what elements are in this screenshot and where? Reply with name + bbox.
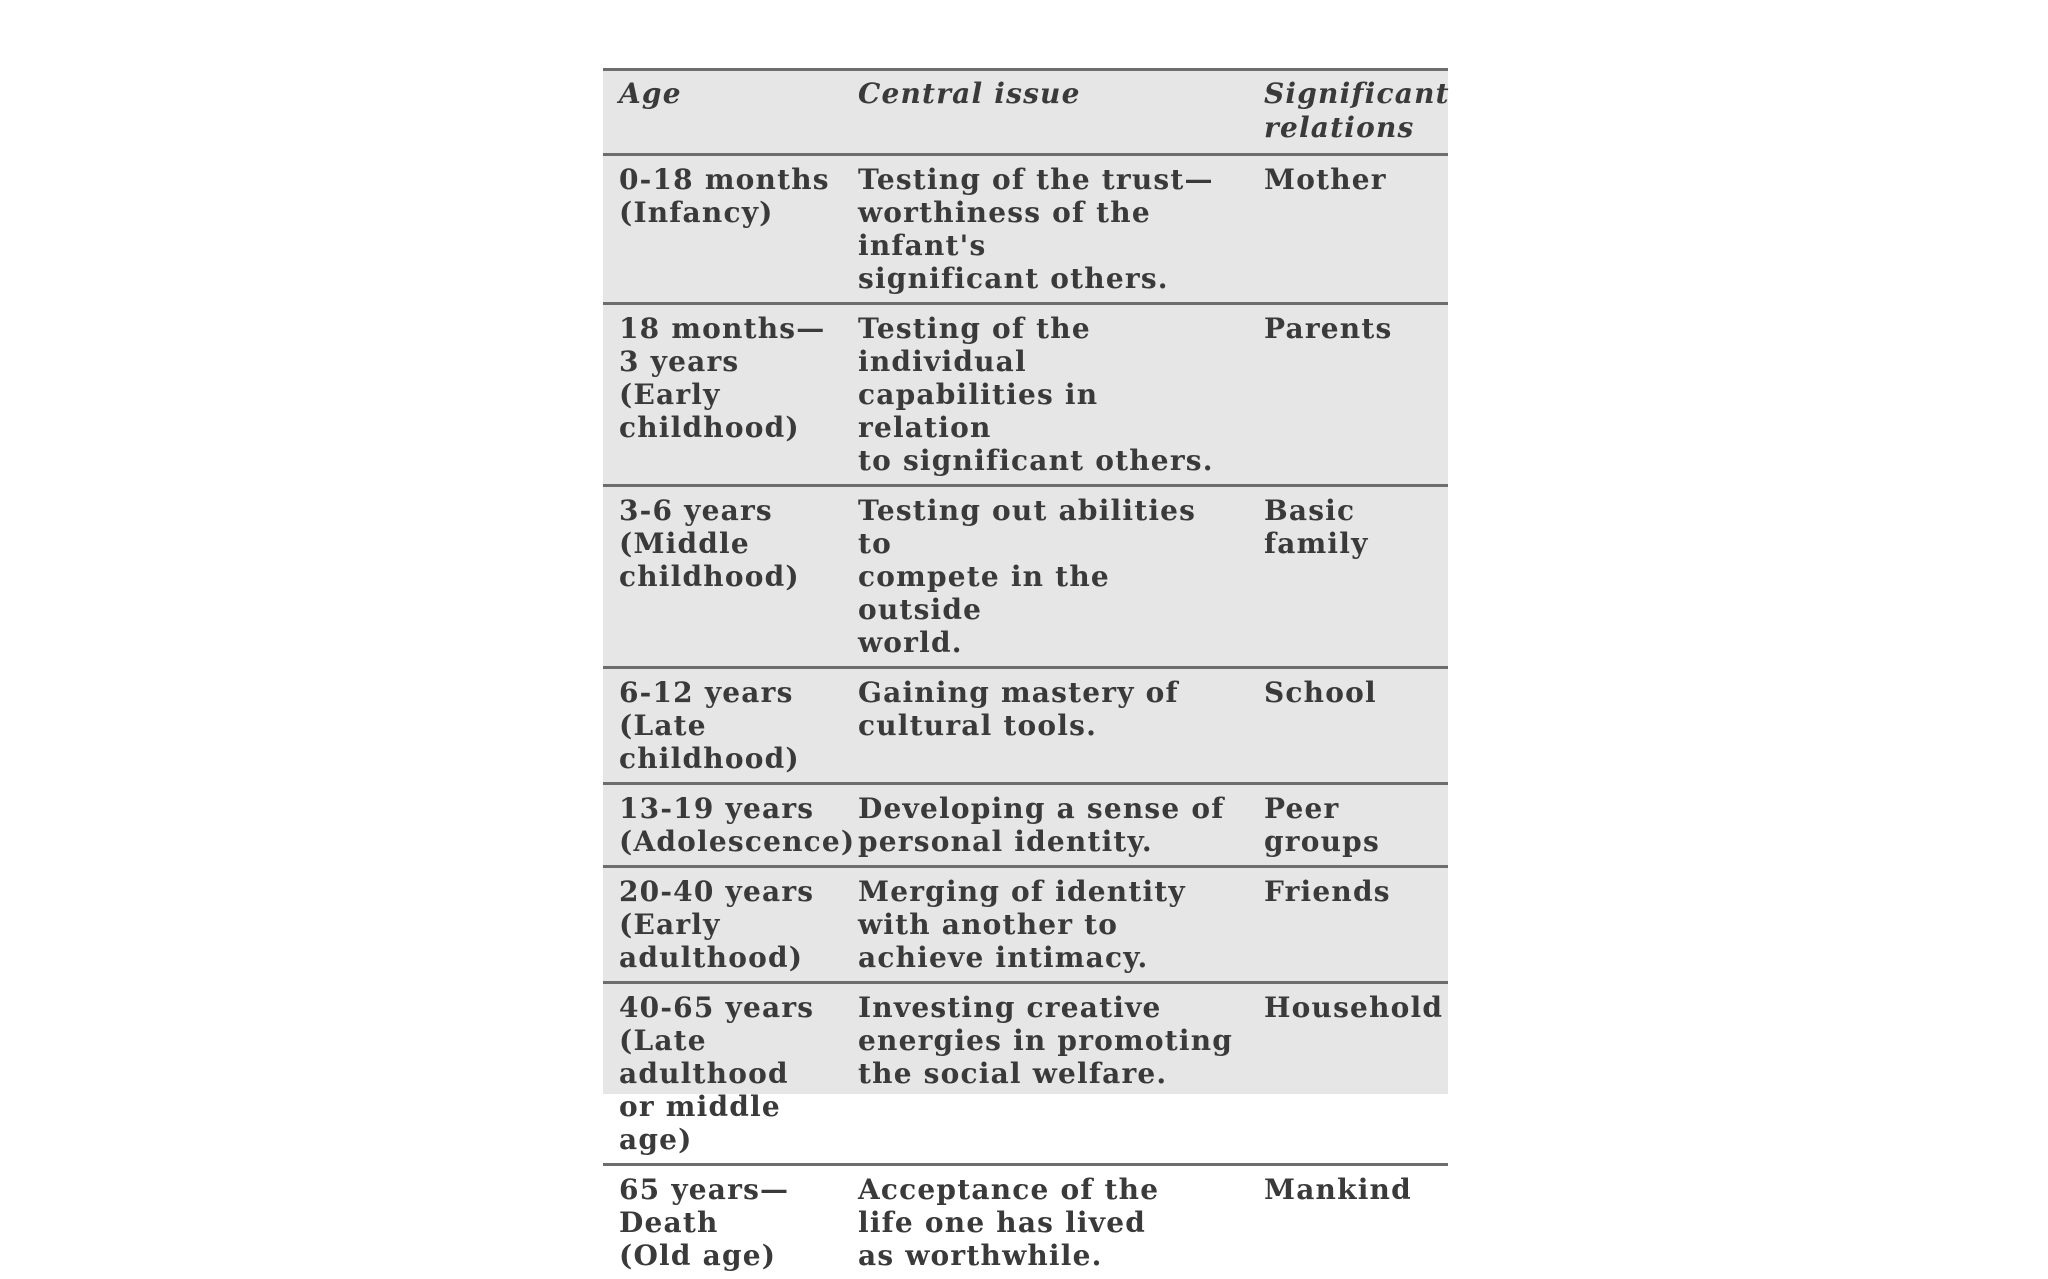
table-row: [603, 304, 1448, 486]
central-issue-cell: Merging of identity with another to achieve intimacy.: [838, 867, 1248, 983]
significant-relations-cell: Peer groups: [1248, 784, 1448, 867]
central-issue-cell: Acceptance of the life one has lived as worthwhile.: [838, 1165, 1248, 1279]
table-body: [603, 155, 1448, 1279]
header-significant-relations: Significant relations: [1248, 71, 1448, 155]
age-cell: 40-65 years (Late adulthood or middle age): [603, 983, 838, 1165]
age-cell: 20-40 years (Early adulthood): [603, 867, 838, 983]
table-row: [603, 668, 1448, 784]
age-cell: 0-18 months (Infancy): [603, 155, 838, 304]
table-row: [603, 867, 1448, 983]
table-header: [603, 71, 1448, 155]
significant-relations-cell: Mankind: [1248, 1165, 1448, 1279]
central-issue-cell: Testing of the trust— worthiness of the infant's significant others.: [838, 155, 1248, 304]
age-cell: 13-19 years (Adolescence): [603, 784, 838, 867]
life-stages-table: [603, 71, 1448, 1279]
significant-relations-cell: School: [1248, 668, 1448, 784]
table-row: [603, 983, 1448, 1165]
central-issue-cell: Developing a sense of personal identity.: [838, 784, 1248, 867]
table-row: [603, 784, 1448, 867]
age-cell: 65 years— Death (Old age): [603, 1165, 838, 1279]
header-age: Age: [603, 71, 838, 155]
table-row: [603, 155, 1448, 304]
table-row: [603, 1165, 1448, 1279]
header-row: [603, 71, 1448, 155]
central-issue-cell: Testing of the individual capabilities in relation to significant others.: [838, 304, 1248, 486]
age-cell: 6-12 years (Late childhood): [603, 668, 838, 784]
stages-table-panel: [603, 68, 1448, 1094]
significant-relations-cell: Friends: [1248, 867, 1448, 983]
central-issue-cell: Investing creative energies in promoting the social welfare.: [838, 983, 1248, 1165]
significant-relations-cell: Parents: [1248, 304, 1448, 486]
age-cell: 3-6 years (Middle childhood): [603, 486, 838, 668]
significant-relations-cell: Household: [1248, 983, 1448, 1165]
central-issue-cell: Testing out abilities to compete in the outside world.: [838, 486, 1248, 668]
table-row: [603, 486, 1448, 668]
significant-relations-cell: Basic family: [1248, 486, 1448, 668]
significant-relations-cell: Mother: [1248, 155, 1448, 304]
central-issue-cell: Gaining mastery of cultural tools.: [838, 668, 1248, 784]
age-cell: 18 months— 3 years (Early childhood): [603, 304, 838, 486]
header-central-issue: Central issue: [838, 71, 1248, 155]
